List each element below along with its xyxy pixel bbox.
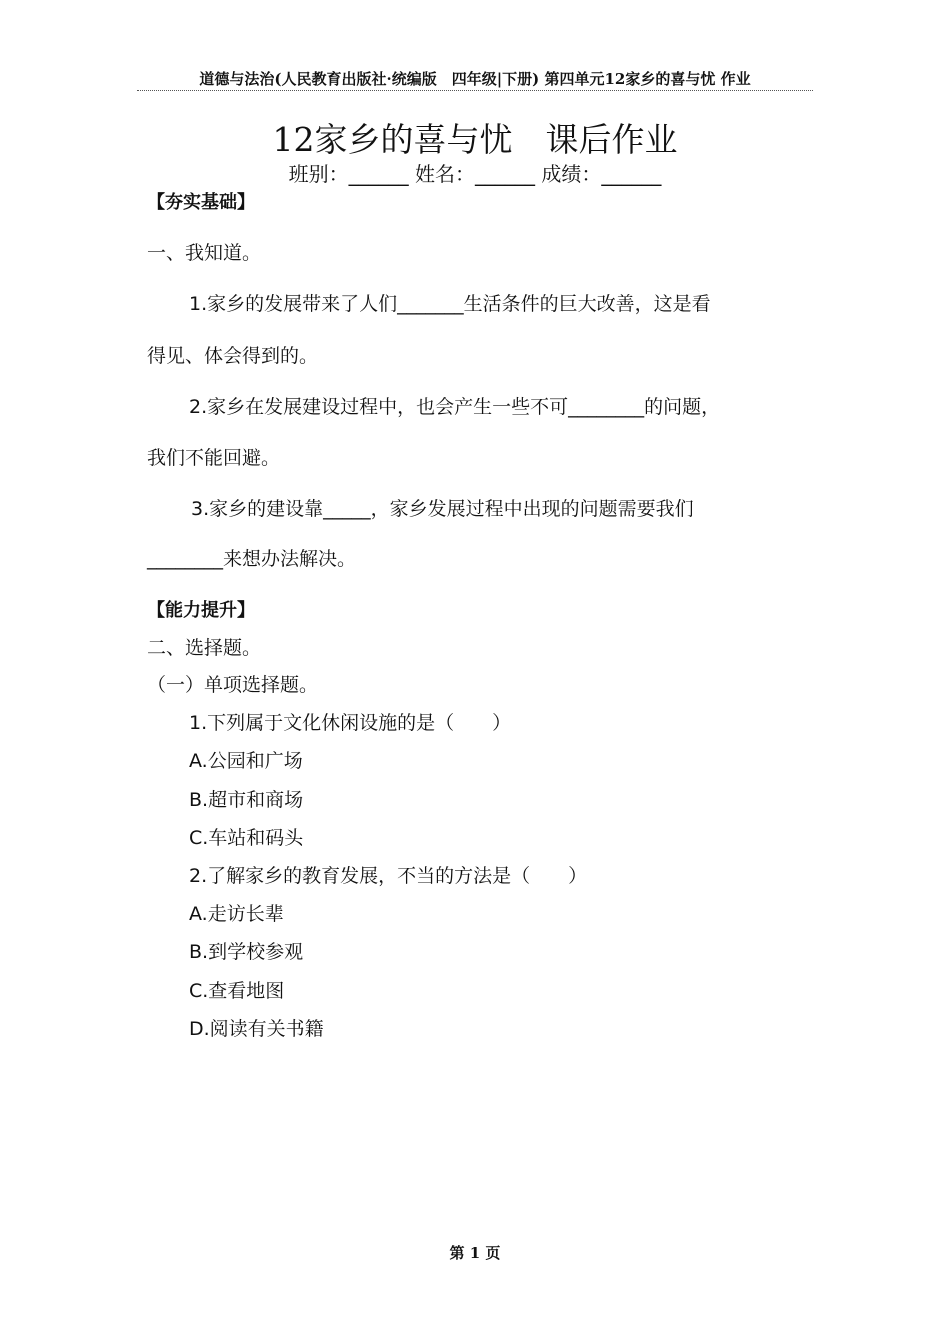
mc-question-1-option: C.车站和码头	[189, 827, 304, 849]
header-divider	[137, 90, 813, 91]
section-heading-improve: 【能力提升】	[147, 600, 255, 621]
running-header: 道德与法治(人民教育出版社·统编版 四年级|下册) 第四单元12家乡的喜与忧 作业	[199, 70, 751, 88]
question-3-line-2: ________来想办法解决。	[147, 548, 357, 570]
part-two-label: 二、选择题。	[147, 637, 262, 659]
mc-question-1-option: A.公园和广场	[189, 750, 303, 772]
mc-question-2-option: B.到学校参观	[189, 941, 304, 963]
subpart-single-choice: （一）单项选择题。	[147, 674, 319, 696]
question-3-line-1: 3.家乡的建设靠_____，家乡发展过程中出现的问题需要我们	[191, 498, 694, 520]
page-title: 12家乡的喜与忧 课后作业	[272, 120, 678, 159]
mc-question-1-stem: 1.下列属于文化休闲设施的是（ ）	[189, 712, 512, 734]
question-1-line-1: 1.家乡的发展带来了人们_______生活条件的巨大改善，这是看	[189, 293, 711, 315]
page-number: 第 1 页	[449, 1244, 501, 1262]
mc-question-1-option: B.超市和商场	[189, 789, 304, 811]
student-info-line: 班别：______ 姓名：______ 成绩：______	[288, 162, 662, 186]
mc-question-2-option: D.阅读有关书籍	[189, 1018, 324, 1040]
question-2-line-1: 2.家乡在发展建设过程中，也会产生一些不可________的问题，	[189, 396, 721, 418]
section-heading-basics: 【夯实基础】	[147, 192, 255, 213]
mc-question-2-option: C.查看地图	[189, 980, 285, 1002]
question-1-line-2: 得见、体会得到的。	[147, 345, 319, 367]
part-one-label: 一、我知道。	[147, 242, 262, 264]
mc-question-2-stem: 2.了解家乡的教育发展，不当的方法是（ ）	[189, 865, 588, 887]
mc-question-2-option: A.走访长辈	[189, 903, 284, 925]
question-2-line-2: 我们不能回避。	[147, 447, 281, 469]
